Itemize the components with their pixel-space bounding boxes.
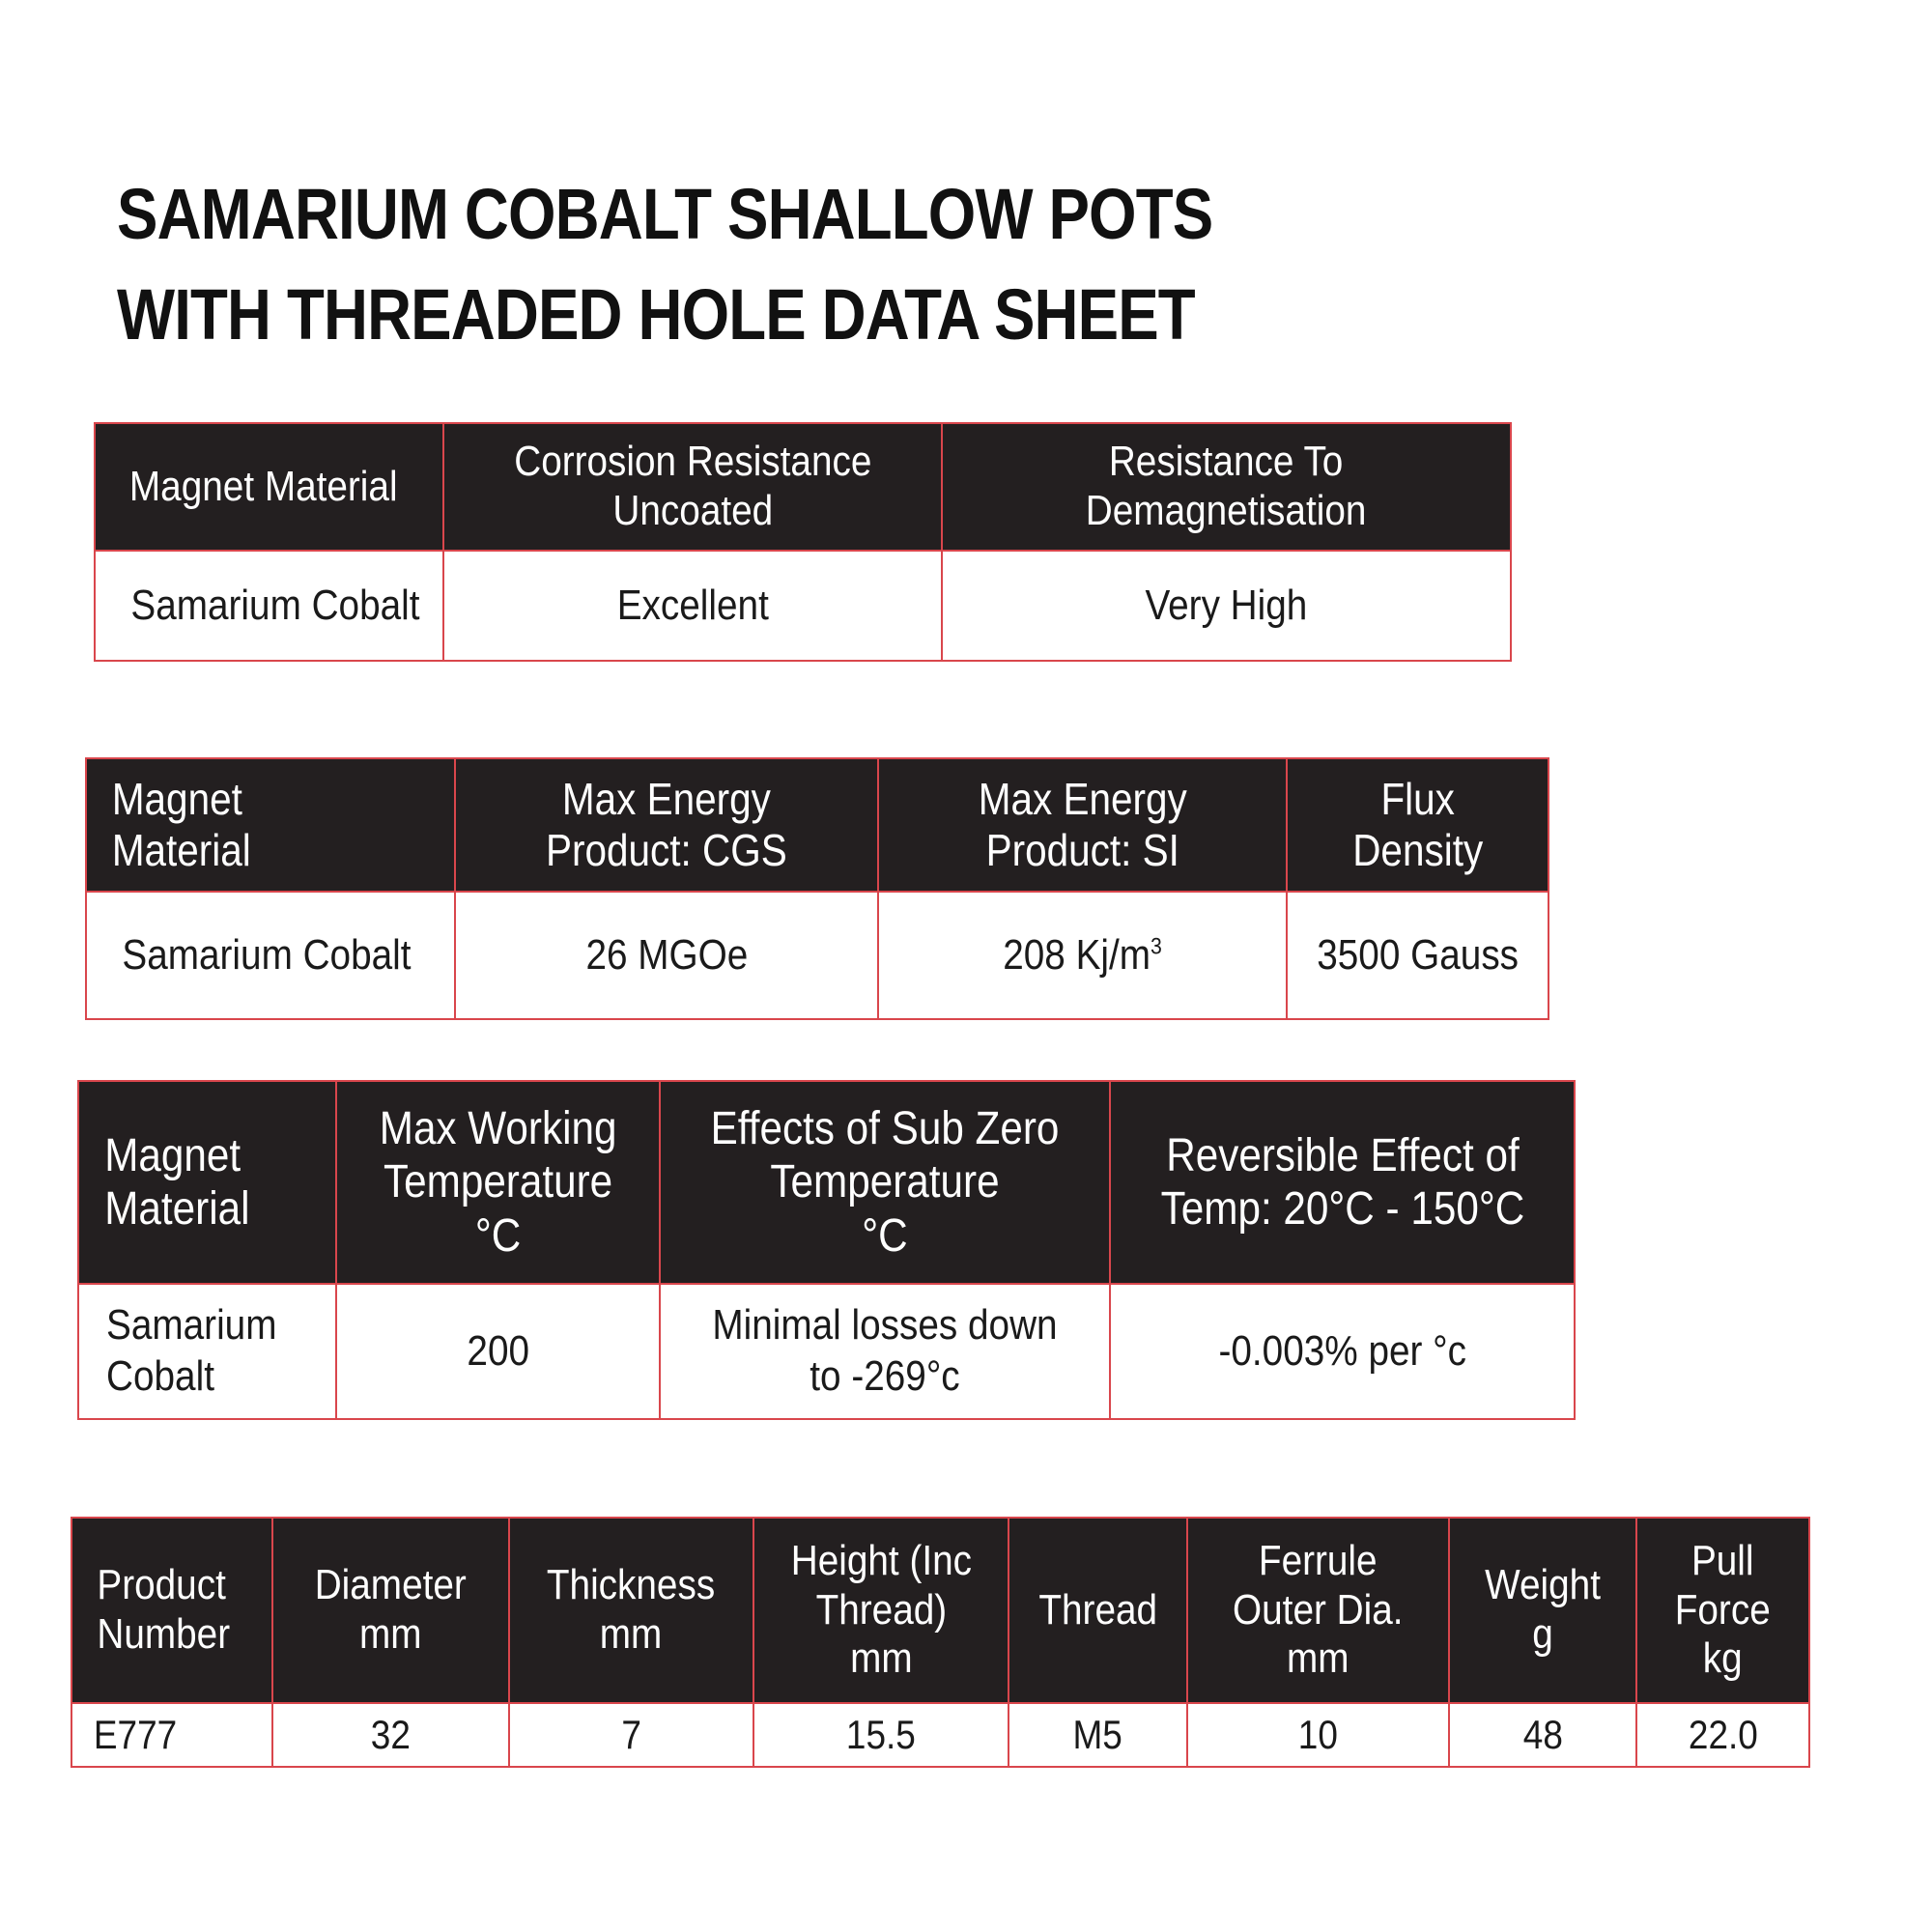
header-energy-cgs: Max Energy Product: CGS	[455, 758, 878, 892]
product-table	[71, 1517, 1810, 1768]
header-reversible-effect: Reversible Effect of Temp: 20°C - 150°C	[1110, 1081, 1575, 1284]
header-height: Height (Inc Thread) mm	[753, 1518, 1009, 1703]
cell-demagnetisation: Very High	[942, 551, 1511, 661]
cell-reversible-effect: -0.003% per °c	[1110, 1284, 1575, 1419]
header-product-number: Product Number	[71, 1518, 272, 1703]
cell-material: Samarium Cobalt	[78, 1284, 336, 1419]
table-header-row	[78, 1081, 1575, 1284]
table-row	[78, 1284, 1575, 1419]
header-thickness: Thickness mm	[509, 1518, 753, 1703]
cell-sub-zero-effects: Minimal losses down to -269°c	[660, 1284, 1110, 1419]
cell-pull-force: 22.0	[1636, 1703, 1809, 1767]
temperature-table	[77, 1080, 1576, 1420]
title-line-2: WITH THREADED HOLE DATA SHEET	[117, 274, 1195, 355]
header-energy-si: Max Energy Product: SI	[878, 758, 1287, 892]
cell-ferrule-outer-dia: 10	[1187, 1703, 1449, 1767]
cell-material: Samarium Cobalt	[86, 892, 455, 1019]
header-corrosion-resistance: Corrosion Resistance Uncoated	[443, 423, 942, 551]
cell-material: Samarium Cobalt	[95, 551, 443, 661]
table-header-row	[95, 423, 1511, 551]
header-magnet-material: Magnet Material	[95, 423, 443, 551]
cell-flux-density: 3500 Gauss	[1287, 892, 1548, 1019]
cell-thread: M5	[1009, 1703, 1187, 1767]
header-sub-zero-effects: Effects of Sub Zero Temperature °C	[660, 1081, 1110, 1284]
energy-table	[85, 757, 1549, 1020]
cell-diameter: 32	[272, 1703, 509, 1767]
table-header-row	[86, 758, 1548, 892]
corrosion-table	[94, 422, 1512, 662]
table-row	[95, 551, 1511, 661]
title-line-1: SAMARIUM COBALT SHALLOW POTS	[117, 174, 1213, 254]
header-pull-force: Pull Force kg	[1636, 1518, 1809, 1703]
header-resistance-demagnetisation: Resistance To Demagnetisation	[942, 423, 1511, 551]
cell-product-number: E777	[71, 1703, 272, 1767]
header-flux-density: Flux Density	[1287, 758, 1548, 892]
header-thread: Thread	[1009, 1518, 1187, 1703]
table-row	[71, 1703, 1809, 1767]
page-title	[117, 164, 1212, 365]
header-ferrule-outer-dia: Ferrule Outer Dia. mm	[1187, 1518, 1449, 1703]
cell-thickness: 7	[509, 1703, 753, 1767]
cell-energy-cgs: 26 MGOe	[455, 892, 878, 1019]
cell-max-working-temp: 200	[336, 1284, 660, 1419]
table-row	[86, 892, 1548, 1019]
cell-weight: 48	[1449, 1703, 1636, 1767]
cell-height: 15.5	[753, 1703, 1009, 1767]
header-diameter: Diameter mm	[272, 1518, 509, 1703]
table-header-row	[71, 1518, 1809, 1703]
cell-corrosion: Excellent	[443, 551, 942, 661]
header-magnet-material: Magnet Material	[78, 1081, 336, 1284]
header-magnet-material: Magnet Material	[86, 758, 455, 892]
superscript-3: 3	[1150, 932, 1162, 959]
header-weight: Weight g	[1449, 1518, 1636, 1703]
cell-energy-si: 208 $Kj/m^3$	[878, 892, 1287, 1019]
header-max-working-temp: Max Working Temperature °C	[336, 1081, 660, 1284]
